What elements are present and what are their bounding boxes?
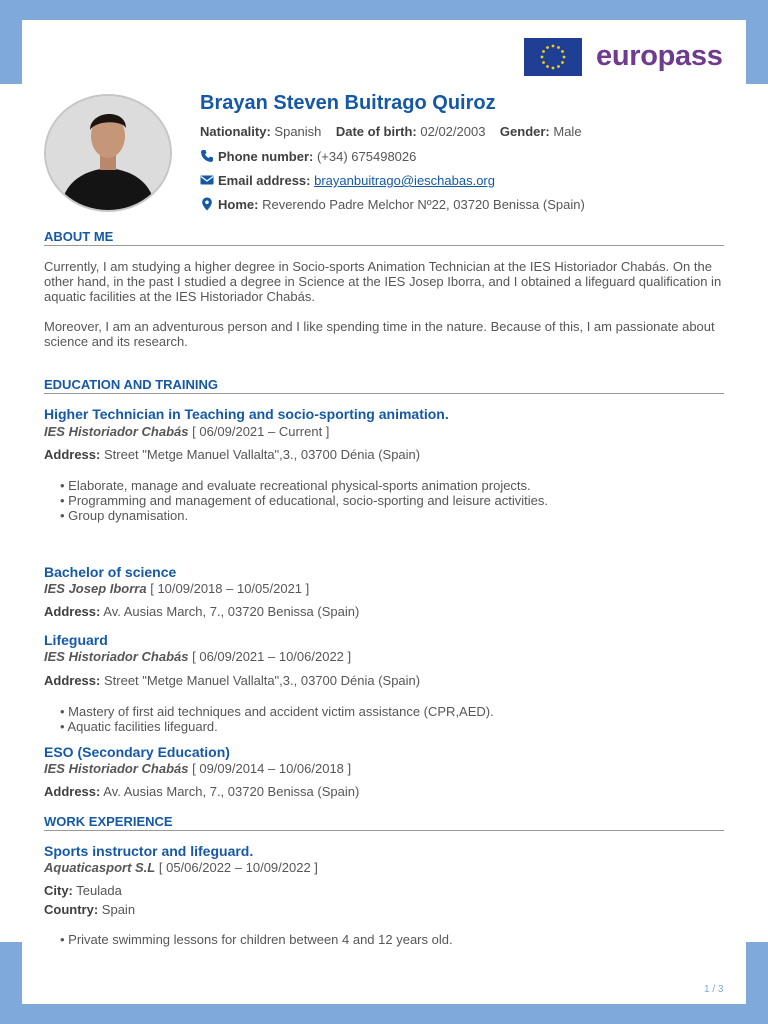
email-link[interactable]: brayanbuitrago@ieschabas.org: [314, 173, 495, 188]
work-org-row: [44, 860, 318, 875]
address-label: Address:: [44, 447, 101, 462]
work-country-row: [44, 902, 135, 917]
education-bullet-list: [60, 478, 548, 523]
education-address-row: [44, 784, 359, 799]
education-org: IES Historiador Chabás: [44, 424, 189, 439]
education-dates: [ 10/09/2018 – 10/05/2021 ]: [150, 581, 310, 596]
europass-logo-text: europass: [596, 40, 723, 72]
nationality-label: Nationality:: [200, 124, 271, 139]
list-item: • Group dynamisation.: [60, 508, 548, 523]
education-dates: [ 09/09/2014 – 10/06/2018 ]: [192, 761, 352, 776]
home-value: Reverendo Padre Melchor Nº22, 03720 Benissa (Spain): [262, 197, 585, 212]
address-label: Address:: [44, 604, 101, 619]
dob-value: 02/02/2003: [420, 124, 486, 139]
city-label: City:: [44, 883, 73, 898]
education-heading: EDUCATION AND TRAINING: [44, 377, 724, 394]
phone-row: [200, 149, 416, 164]
list-item: • Private swimming lessons for children between 4 and 12 years old.: [60, 932, 453, 947]
nationality-value: Spanish: [274, 124, 322, 139]
education-org-row: [44, 649, 351, 664]
phone-icon: [200, 149, 214, 163]
phone-label: Phone number:: [218, 149, 314, 164]
education-org-row: [44, 581, 309, 596]
education-title: Higher Technician in Teaching and socio-sporting animation.: [44, 406, 449, 422]
about-paragraph-2: Moreover, I am an adventurous person and I like spending time in the nature. Because of this, I am passionate about science and its research.: [44, 319, 715, 349]
list-item: • Mastery of first aid techniques and accident victim assistance (CPR,AED).: [60, 704, 494, 719]
education-address-row: [44, 604, 359, 619]
education-bullet-list: [60, 704, 494, 734]
work-city-row: [44, 883, 122, 898]
address-label: Address:: [44, 784, 101, 799]
location-pin-icon: [200, 197, 214, 211]
personal-details-row: [200, 124, 582, 139]
list-item: • Programming and management of educational, socio-sporting and leisure activities.: [60, 493, 548, 508]
list-item: • Elaborate, manage and evaluate recreational physical-sports animation projects.: [60, 478, 548, 493]
gender-value: Male: [553, 124, 582, 139]
address-label: Address:: [44, 673, 101, 688]
email-icon: [200, 173, 214, 187]
education-title: Lifeguard: [44, 632, 108, 648]
page-number: 1 / 3: [704, 984, 724, 995]
email-row: [200, 173, 495, 188]
home-row: [200, 197, 585, 212]
education-address-row: [44, 673, 420, 688]
education-dates: [ 06/09/2021 – 10/06/2022 ]: [192, 649, 352, 664]
cv-sheet: [22, 20, 746, 1004]
education-address: Street "Metge Manuel Vallalta",3., 03700 Dénia (Spain): [103, 673, 421, 688]
education-address: Av. Ausias March, 7., 03720 Benissa (Spain): [103, 604, 360, 619]
about-heading: ABOUT ME: [44, 229, 724, 246]
education-org-row: [44, 424, 329, 439]
education-org: IES Historiador Chabás: [44, 649, 189, 664]
list-item: • Aquatic facilities lifeguard.: [60, 719, 494, 734]
city-value: Teulada: [76, 883, 122, 898]
education-title: ESO (Secondary Education): [44, 744, 230, 760]
education-address: Av. Ausias March, 7., 03720 Benissa (Spain): [103, 784, 360, 799]
work-dates: [ 05/06/2022 – 10/09/2022 ]: [158, 860, 318, 875]
home-label: Home:: [218, 197, 259, 212]
work-heading: WORK EXPERIENCE: [44, 814, 724, 831]
education-title: Bachelor of science: [44, 564, 177, 580]
work-org: Aquaticasport S.L: [44, 860, 156, 875]
country-value: Spain: [101, 902, 136, 917]
education-org: IES Historiador Chabás: [44, 761, 189, 776]
country-label: Country:: [44, 902, 99, 917]
about-paragraph-1: Currently, I am studying a higher degree in Socio-sports Animation Technician at the IES Historiador Chabás. On the other hand, in the past I studied a degree in Science at the IES Josep Iborra, and I obtained a lifeguard qualification in aquatic facilities at the IES Historiador Chabás.: [44, 259, 722, 304]
dob-label: Date of birth:: [335, 124, 417, 139]
education-address: Street "Metge Manuel Vallalta",3., 03700 Dénia (Spain): [103, 447, 421, 462]
phone-value: (+34) 675498026: [316, 149, 417, 164]
education-org-row: [44, 761, 351, 776]
avatar: [44, 94, 172, 212]
education-org: IES Josep Iborra: [44, 581, 147, 596]
work-title: Sports instructor and lifeguard.: [44, 843, 254, 859]
education-address-row: [44, 447, 420, 462]
work-bullet-list: [60, 932, 453, 947]
education-dates: [ 06/09/2021 – Current ]: [192, 424, 330, 439]
person-name: Brayan Steven Buitrago Quiroz: [200, 92, 496, 114]
gender-label: Gender:: [499, 124, 550, 139]
email-label: Email address:: [218, 173, 311, 188]
eu-flag-logo: [524, 38, 582, 76]
